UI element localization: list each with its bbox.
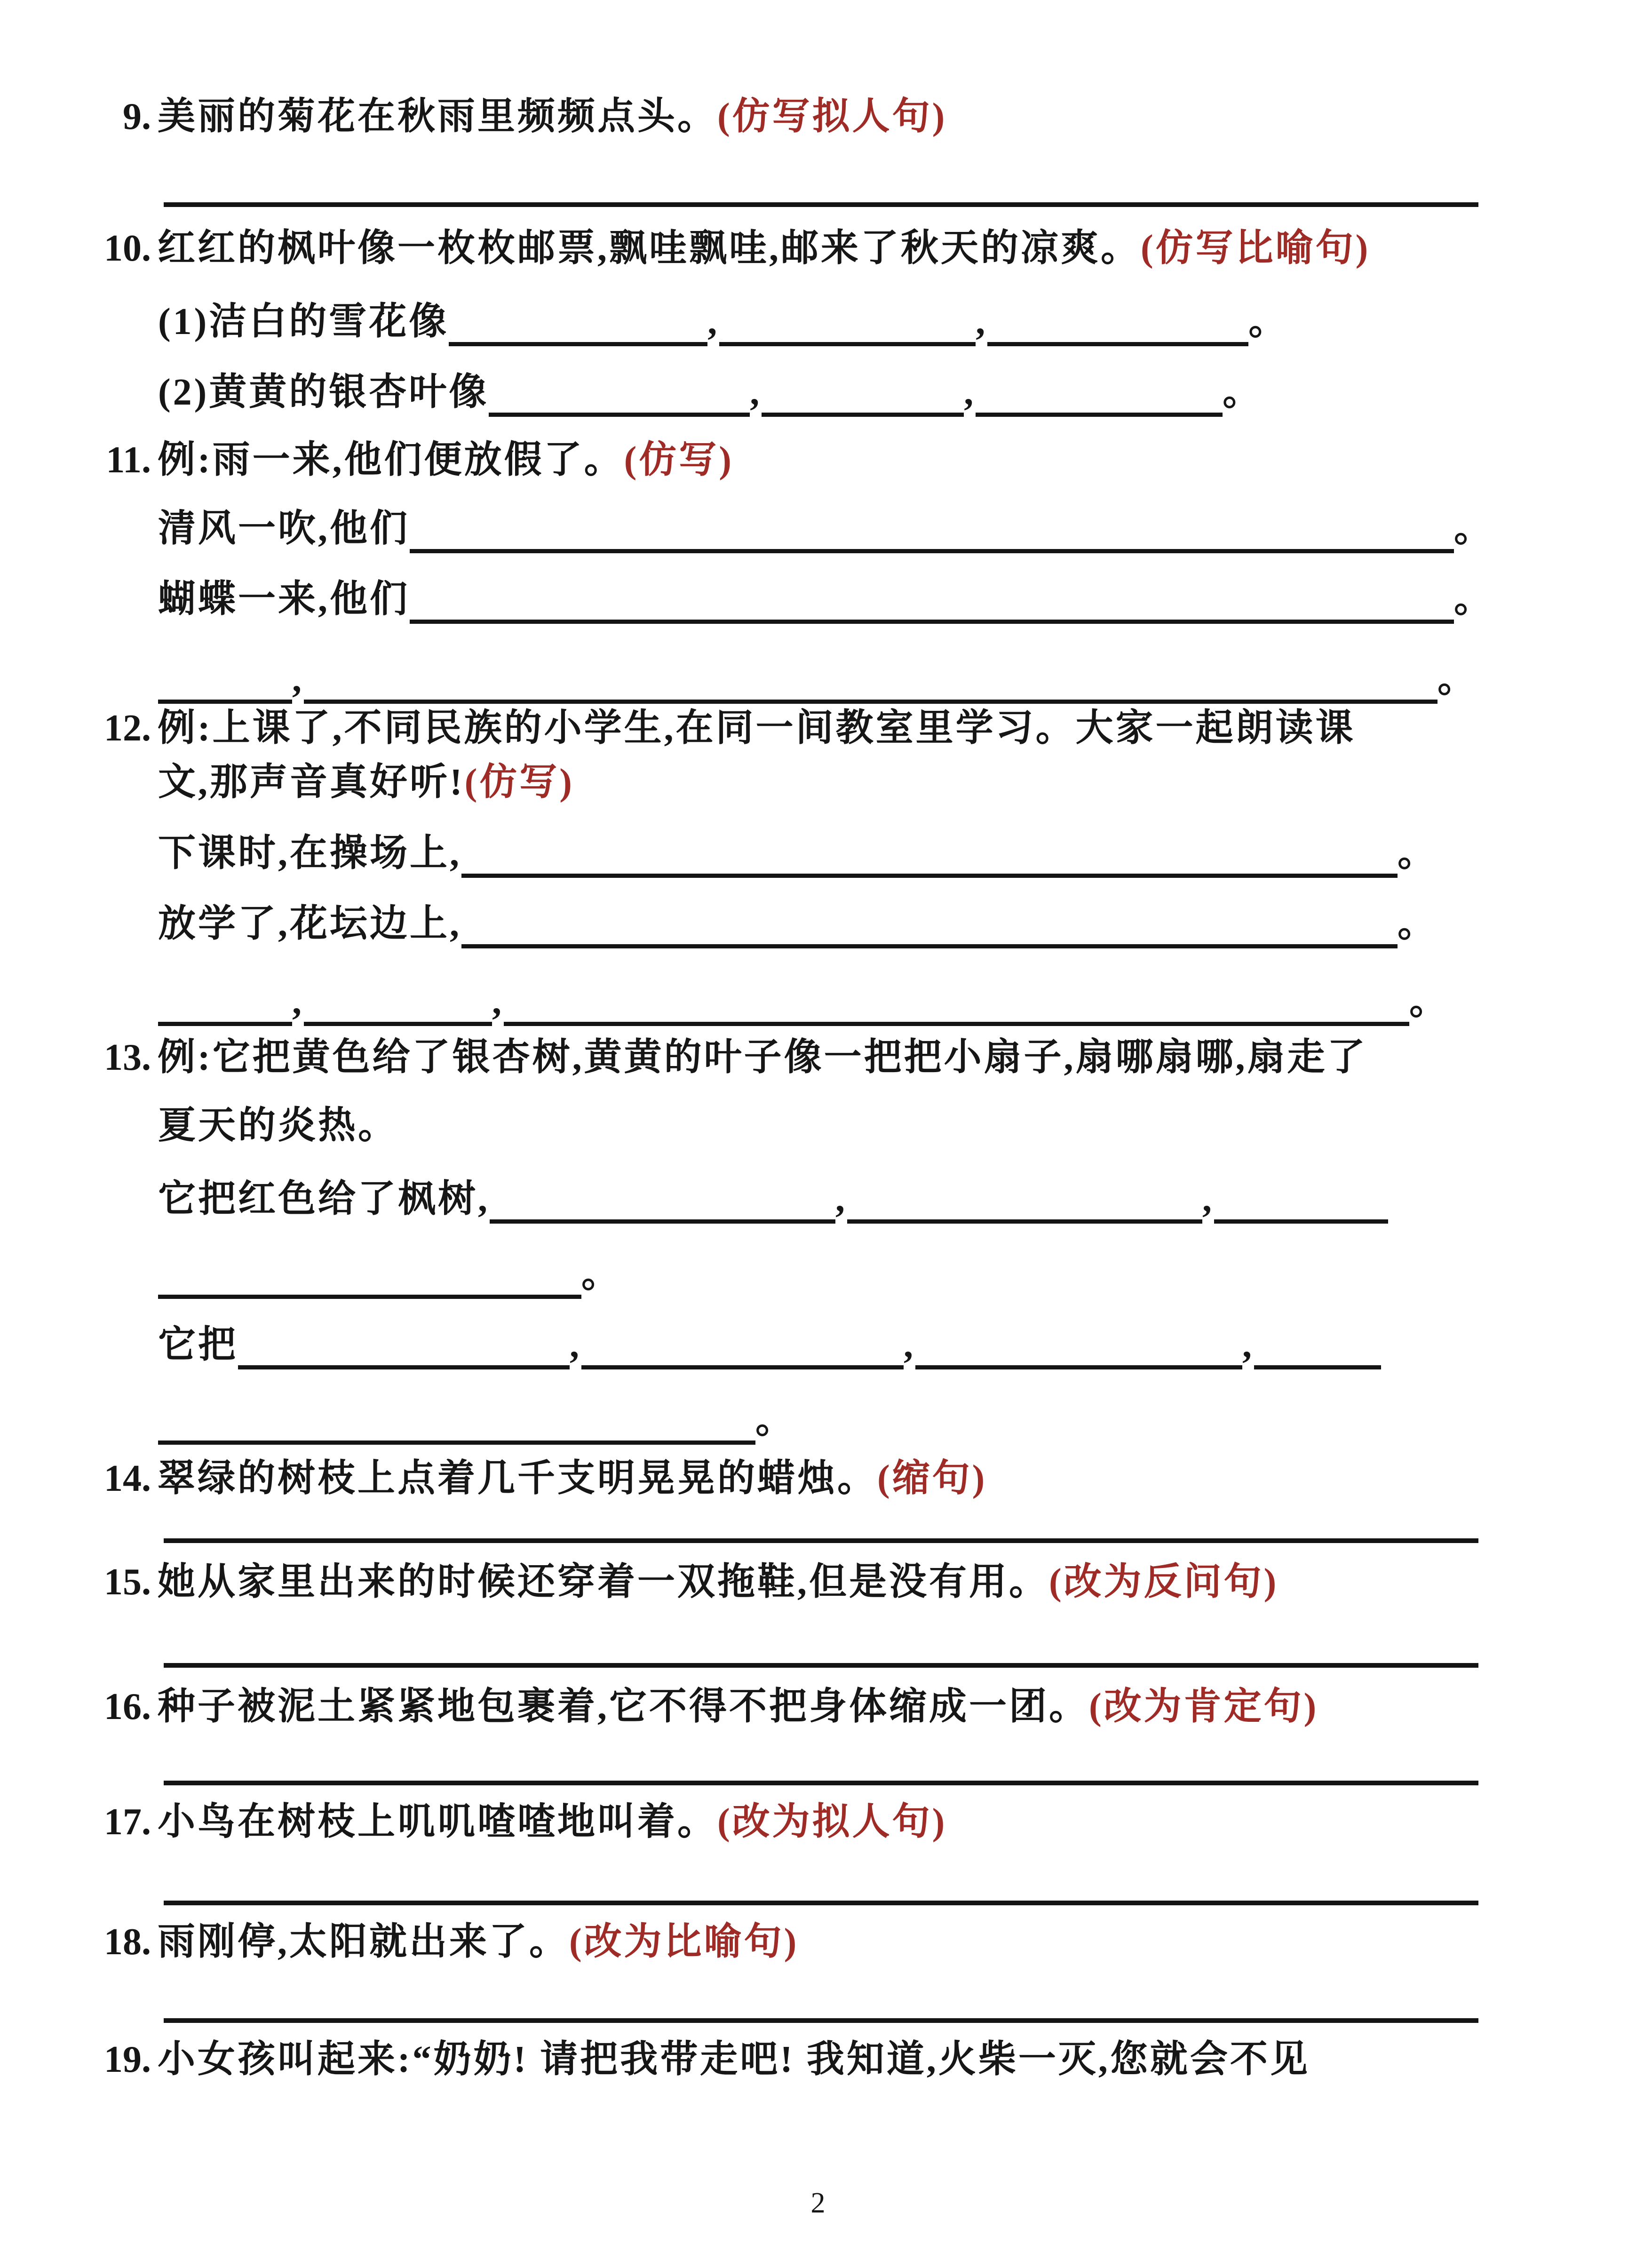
- question-18: [68, 1919, 799, 1965]
- question-14-number: 14.: [104, 1458, 151, 1499]
- period: 。: [1398, 833, 1437, 874]
- instruction-tag: (仿写拟人句): [717, 96, 947, 137]
- question-13-text-line2: 夏天的炎热。: [158, 1105, 398, 1146]
- question-12-row2: [158, 901, 1437, 948]
- period: 。: [1454, 508, 1494, 549]
- answer-blank[interactable]: [304, 979, 492, 1026]
- comma: ,: [976, 301, 988, 342]
- period: 。: [1409, 981, 1449, 1022]
- row2-prefix: 它把: [158, 1324, 238, 1366]
- page-number: 2: [810, 2187, 826, 2219]
- question-12: [68, 706, 1356, 751]
- question-13-number: 13.: [104, 1037, 151, 1078]
- period: 。: [1437, 659, 1477, 700]
- comma: ,: [707, 301, 720, 342]
- answer-blank[interactable]: [915, 1322, 1242, 1369]
- question-10-sub1: [158, 299, 1288, 346]
- sub1-prefix: (1)洁白的雪花像: [158, 301, 449, 342]
- comma: ,: [964, 372, 976, 413]
- answer-blank[interactable]: [461, 901, 1398, 948]
- question-11: [68, 438, 734, 483]
- question-10: [68, 226, 1370, 271]
- question-10-text: 红红的枫叶像一枚枚邮票,飘哇飘哇,邮来了秋天的凉爽。: [158, 228, 1141, 269]
- question-12-row3: [158, 979, 1449, 1026]
- question-9: [68, 94, 947, 139]
- question-12-text-line1: 例:上课了,不同民族的小学生,在同一间教室里学习。大家一起朗读课: [158, 708, 1356, 749]
- answer-line[interactable]: [164, 1538, 1478, 1543]
- question-11-number: 11.: [106, 439, 151, 481]
- row1-prefix: 下课时,在操场上,: [158, 833, 461, 874]
- question-16-number: 16.: [104, 1686, 151, 1727]
- answer-blank[interactable]: [461, 830, 1398, 878]
- answer-blank[interactable]: [847, 1176, 1202, 1224]
- instruction-tag: (仿写比喻句): [1141, 228, 1371, 269]
- answer-blank[interactable]: [581, 1322, 904, 1369]
- question-13-text-line1: 例:它把黄色给了银杏树,黄黄的叶子像一把把小扇子,扇哪扇哪,扇走了: [158, 1037, 1367, 1078]
- answer-line[interactable]: [164, 1901, 1478, 1905]
- question-18-text: 雨刚停,太阳就出来了。: [158, 1921, 569, 1963]
- answer-blank[interactable]: [158, 1397, 755, 1445]
- comma: ,: [750, 372, 762, 413]
- row1-prefix: 它把红色给了枫树,: [158, 1178, 490, 1220]
- answer-line[interactable]: [164, 202, 1478, 207]
- comma: ,: [1202, 1178, 1214, 1220]
- question-17-number: 17.: [104, 1801, 151, 1843]
- question-15: [68, 1560, 1279, 1605]
- question-12-number: 12.: [104, 708, 151, 749]
- question-14: [68, 1456, 987, 1501]
- question-9-number: 9.: [123, 96, 151, 137]
- question-13: [68, 1035, 1367, 1080]
- comma: ,: [904, 1324, 915, 1366]
- question-18-number: 18.: [104, 1921, 151, 1963]
- comma: ,: [292, 659, 304, 700]
- answer-blank[interactable]: [238, 1322, 570, 1369]
- question-12-text-line2: 文,那声音真好听!: [158, 762, 465, 803]
- comma: ,: [570, 1324, 581, 1366]
- question-13-row3: [158, 1322, 1381, 1369]
- answer-line[interactable]: [164, 1663, 1478, 1668]
- instruction-tag: (改为反问句): [1049, 1561, 1279, 1603]
- row2-prefix: 放学了,花坛边上,: [158, 903, 461, 945]
- answer-blank[interactable]: [504, 979, 1409, 1026]
- question-13-row1: [158, 1176, 1388, 1224]
- answer-blank[interactable]: [1214, 1176, 1388, 1224]
- question-10-sub2: [158, 369, 1263, 417]
- question-9-text: 美丽的菊花在秋雨里频频点头。: [158, 96, 717, 137]
- row2-prefix: 蝴蝶一来,他们: [158, 579, 410, 620]
- answer-line[interactable]: [164, 1781, 1478, 1785]
- answer-blank[interactable]: [304, 656, 1437, 704]
- answer-blank[interactable]: [976, 369, 1223, 417]
- comma: ,: [1242, 1324, 1254, 1366]
- answer-blank[interactable]: [719, 299, 976, 346]
- answer-blank[interactable]: [987, 299, 1248, 346]
- question-12-row1: [158, 830, 1437, 878]
- instruction-tag: (仿写): [624, 439, 734, 481]
- comma: ,: [835, 1178, 847, 1220]
- answer-blank[interactable]: [158, 979, 292, 1026]
- question-14-text: 翠绿的树枝上点着几千支明晃晃的蜡烛。: [158, 1458, 877, 1499]
- question-11-text: 例:雨一来,他们便放假了。: [158, 439, 624, 481]
- answer-blank[interactable]: [158, 1251, 581, 1299]
- question-11-row2: [158, 576, 1494, 624]
- question-16-text: 种子被泥土紧紧地包裹着,它不得不把身体缩成一团。: [158, 1686, 1089, 1727]
- question-15-text: 她从家里出来的时候还穿着一双拖鞋,但是没有用。: [158, 1561, 1049, 1603]
- instruction-tag: (仿写): [464, 762, 574, 803]
- question-10-number: 10.: [104, 228, 151, 269]
- question-17: [68, 1799, 947, 1845]
- instruction-tag: (改为拟人句): [717, 1801, 947, 1843]
- period: 。: [1454, 579, 1494, 620]
- row1-prefix: 清风一吹,他们: [158, 508, 410, 549]
- period: 。: [1223, 372, 1263, 413]
- question-17-text: 小鸟在树枝上叽叽喳喳地叫着。: [158, 1801, 717, 1843]
- period: 。: [1248, 301, 1289, 342]
- question-11-row3: [158, 656, 1477, 704]
- question-13-line2: [158, 1103, 398, 1148]
- sub2-prefix: (2)黄黄的银杏叶像: [158, 372, 489, 413]
- answer-blank[interactable]: [489, 369, 750, 417]
- instruction-tag: (缩句): [877, 1458, 987, 1499]
- question-13-row2: [158, 1251, 621, 1299]
- comma: ,: [492, 981, 504, 1022]
- question-15-number: 15.: [104, 1561, 151, 1603]
- period: 。: [1398, 903, 1437, 945]
- answer-blank[interactable]: [410, 506, 1454, 553]
- period: 。: [581, 1254, 621, 1295]
- comma: ,: [292, 981, 304, 1022]
- question-12-line2: [158, 760, 574, 805]
- answer-blank[interactable]: [490, 1176, 835, 1224]
- question-13-row4: [158, 1397, 795, 1445]
- answer-blank[interactable]: [449, 299, 707, 346]
- answer-blank[interactable]: [1254, 1322, 1381, 1369]
- answer-blank[interactable]: [410, 576, 1454, 624]
- question-11-row1: [158, 506, 1494, 553]
- question-19: [68, 2037, 1310, 2082]
- question-16: [68, 1684, 1318, 1729]
- answer-blank[interactable]: [762, 369, 964, 417]
- question-19-text: 小女孩叫起来:“奶奶! 请把我带走吧! 我知道,火柴一灭,您就会不见: [158, 2039, 1310, 2080]
- instruction-tag: (改为肯定句): [1089, 1686, 1319, 1727]
- instruction-tag: (改为比喻句): [569, 1921, 799, 1963]
- period: 。: [755, 1400, 795, 1441]
- answer-line[interactable]: [164, 2018, 1478, 2023]
- question-19-number: 19.: [104, 2039, 151, 2080]
- answer-blank[interactable]: [158, 656, 292, 704]
